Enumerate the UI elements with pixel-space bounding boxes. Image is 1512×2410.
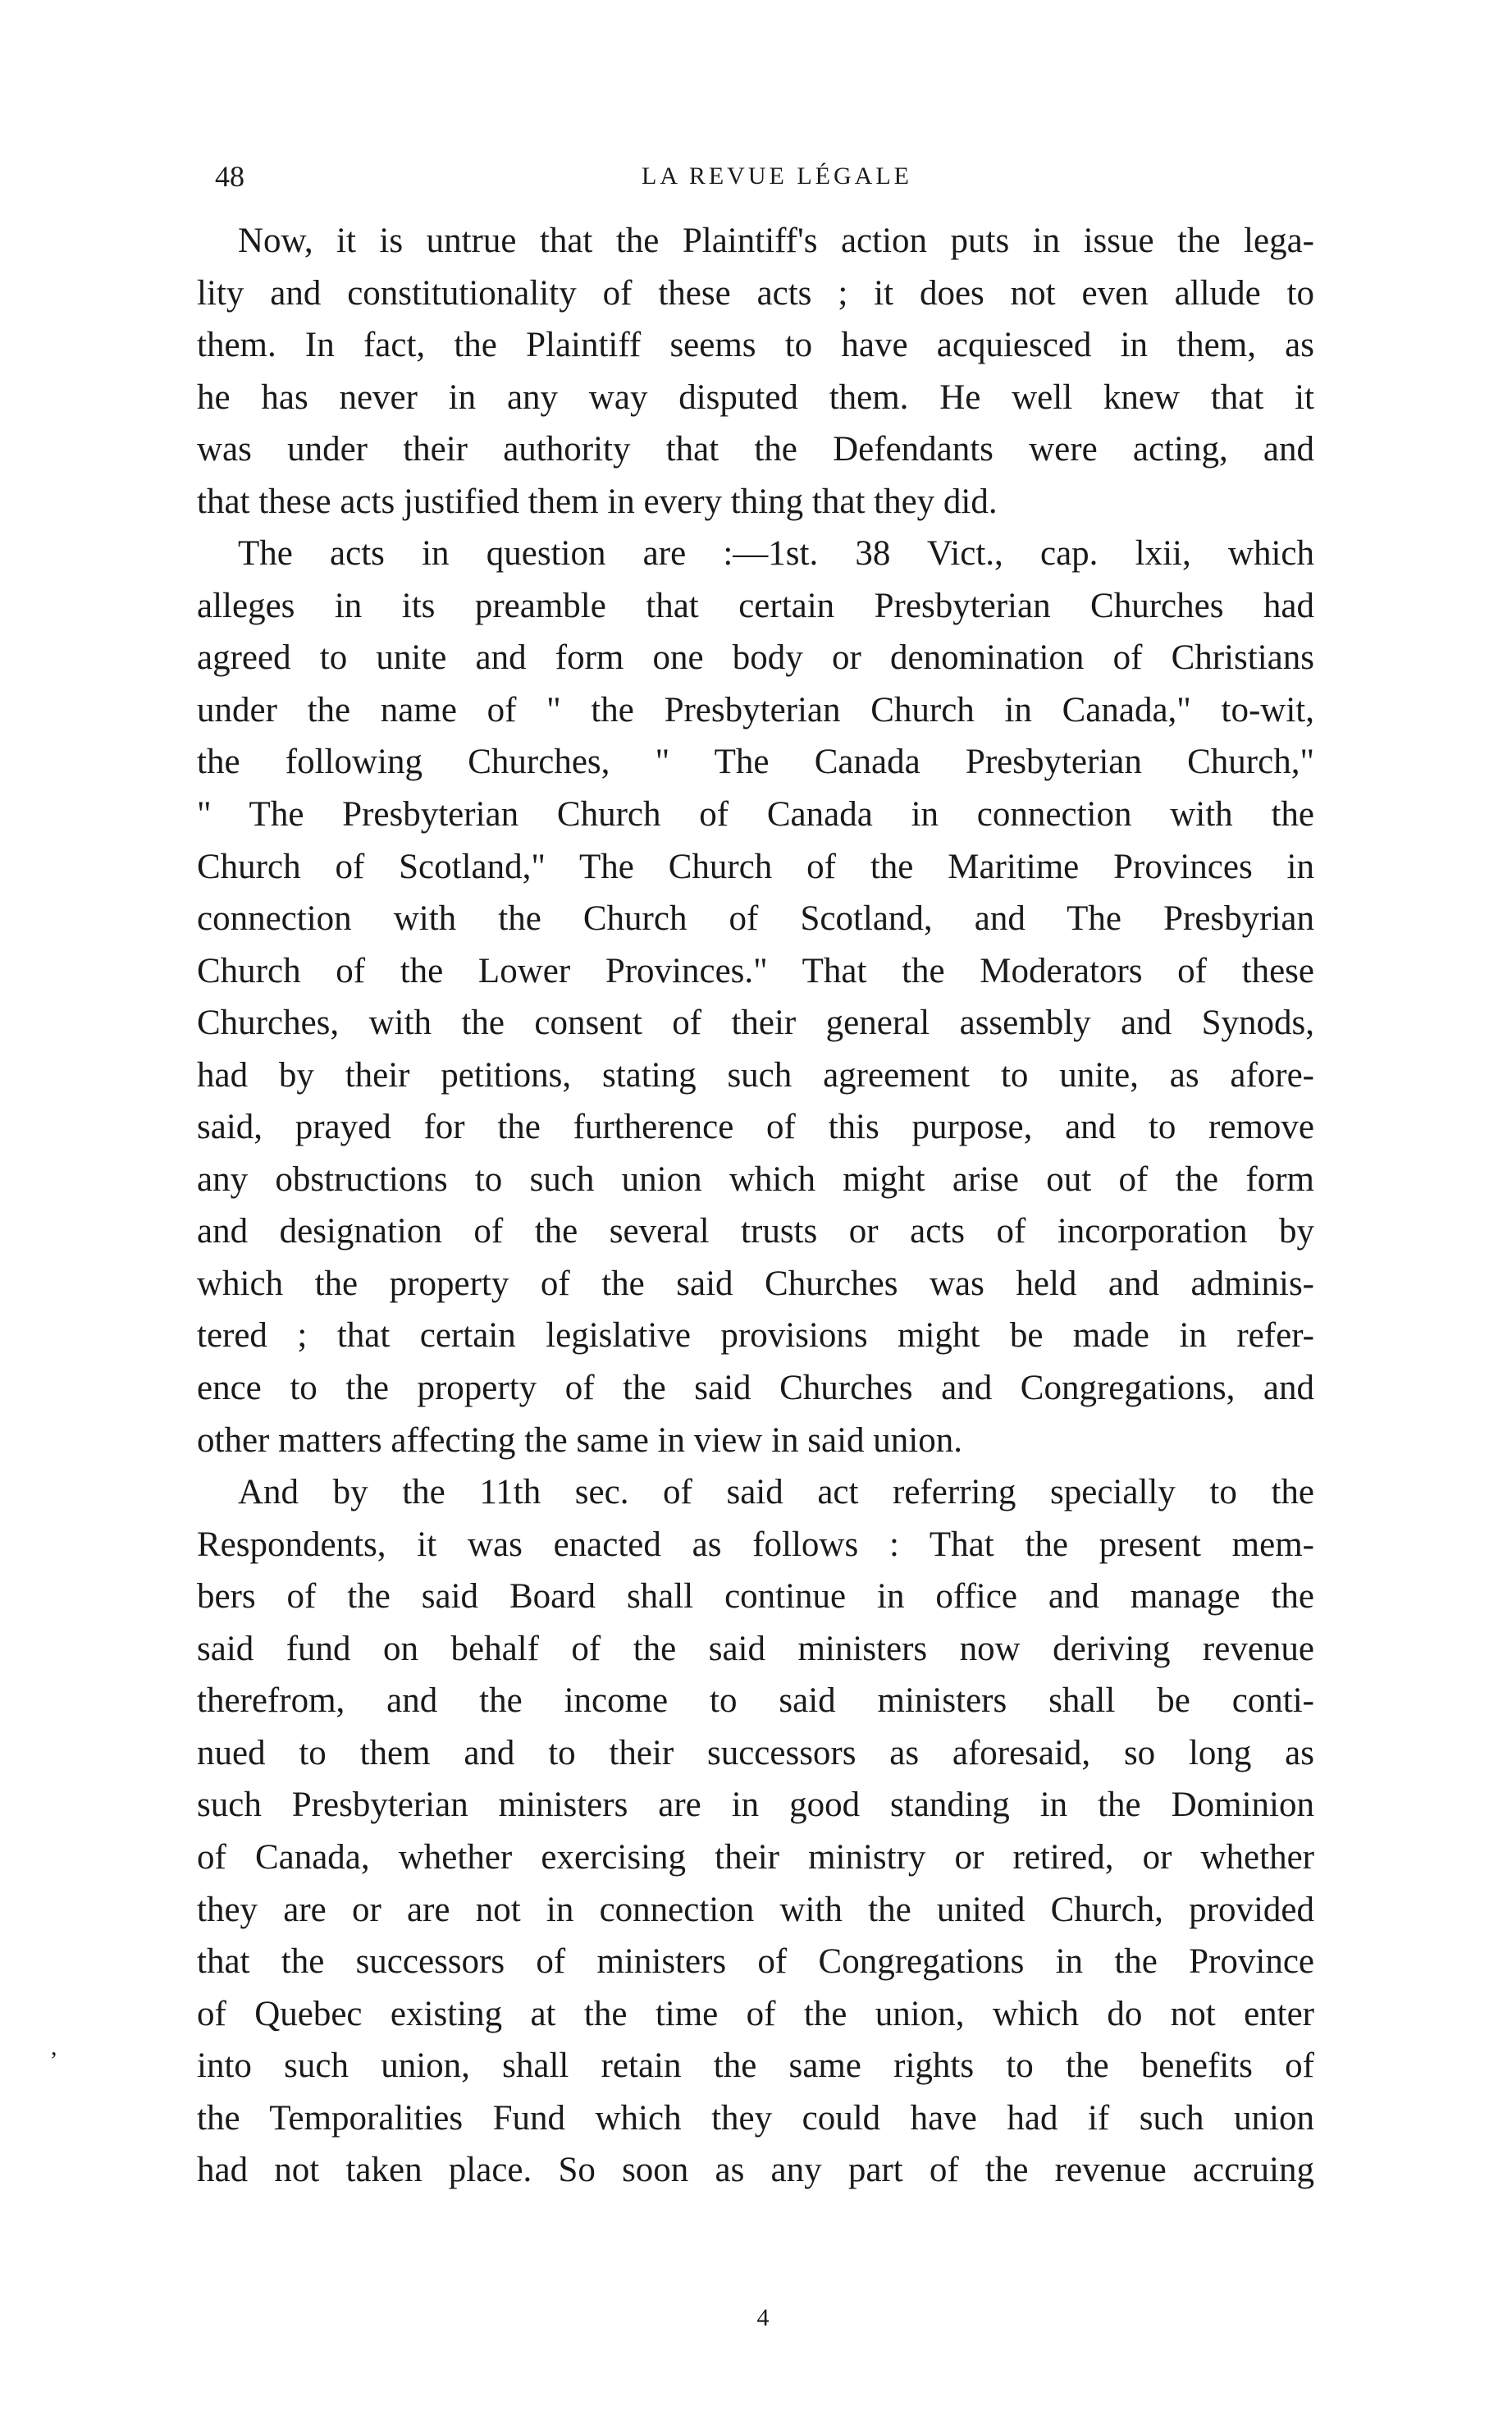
text-line: he has never in any way disputed them. He well knew that it	[197, 377, 1314, 417]
text-line: such Presbyterian ministers are in good standing in the Dominion	[197, 1786, 1314, 1825]
text-line: into such union, shall retain the same rights to the benefits of	[197, 2046, 1314, 2086]
text-line: agreed to unite and form one body or denomination of Christians	[197, 638, 1314, 678]
text-line: nued to them and to their successors as aforesaid, so long as	[197, 1733, 1314, 1772]
text-line: Church of the Lower Provinces." That the Moderators of these	[197, 951, 1314, 990]
text-line: had by their petitions, stating such agreement to unite, as afore-	[197, 1055, 1314, 1095]
text-line: connection with the Church of Scotland, and The Presbyrian	[197, 899, 1314, 939]
text-line: And by the 11th sec. of said act referring specially to the	[238, 1473, 1314, 1512]
text-line: and designation of the several trusts or acts of incorporation by	[197, 1212, 1314, 1251]
text-line: ence to the property of the said Churches and Congregations, and	[197, 1369, 1314, 1408]
text-line: that these acts justified them in every thing that they did.	[197, 482, 998, 521]
text-line: " The Presbyterian Church of Canada in connection with the	[197, 795, 1314, 835]
text-line: said, prayed for the furtherence of this purpose, and to remove	[197, 1108, 1314, 1147]
text-line: was under their authority that the Defendants were acting, and	[197, 430, 1314, 469]
text-line: said fund on behalf of the said ministers now deriving revenue	[197, 1629, 1314, 1668]
text-line: they are or are not in connection with the united Church, provided	[197, 1890, 1314, 1929]
text-line: which the property of the said Churches was held and adminis-	[197, 1264, 1314, 1303]
text-line: under the name of " the Presbyterian Church in Canada," to-wit,	[197, 690, 1314, 729]
text-line: Churches, with the consent of their general assembly and Synods,	[197, 1004, 1314, 1043]
text-line: therefrom, and the income to said ministers shall be conti-	[197, 1681, 1314, 1721]
text-line: Now, it is untrue that the Plaintiff's action puts in issue the lega-	[238, 222, 1314, 260]
running-head	[215, 156, 1314, 197]
text-line: Church of Scotland," The Church of the Maritime Provinces in	[197, 847, 1314, 886]
text-line: had not taken place. So soon as any part of the revenue accruing	[197, 2151, 1314, 2190]
text-line: alleges in its preamble that certain Presbyterian Churches had	[197, 586, 1314, 625]
text-line: bers of the said Board shall continue in office and manage the	[197, 1577, 1314, 1617]
text-line: them. In fact, the Plaintiff seems to have acquiesced in them, as	[197, 326, 1314, 365]
body-text	[197, 215, 1314, 2197]
text-line: the Temporalities Fund which they could have had if such union	[197, 2098, 1314, 2138]
text-line: tered ; that certain legislative provisions might be made in refer-	[197, 1316, 1314, 1356]
text-line: Respondents, it was enacted as follows : That the present mem-	[197, 1525, 1314, 1564]
text-line: any obstructions to such union which might arise out of the form	[197, 1159, 1314, 1199]
text-line: of Quebec existing at the time of the union, which do not enter	[197, 1994, 1314, 2033]
text-line: other matters affecting the same in view in said union.	[197, 1420, 963, 1460]
margin-mark: ,	[51, 2033, 57, 2060]
running-title: LA REVUE LÉGALE	[642, 162, 912, 190]
text-line: the following Churches, " The Canada Presbyterian Church,"	[197, 743, 1314, 782]
text-line: that the successors of ministers of Congregations in the Province	[197, 1942, 1314, 1982]
page-number: 48	[215, 160, 244, 193]
text-line: The acts in question are :—1st. 38 Vict., cap. lxii, which	[238, 534, 1314, 574]
text-line: lity and constitutionality of these acts ; it does not even allude to	[197, 273, 1314, 313]
text-line: of Canada, whether exercising their ministry or retired, or whether	[197, 1837, 1314, 1877]
signature-mark: 4	[756, 2304, 770, 2331]
